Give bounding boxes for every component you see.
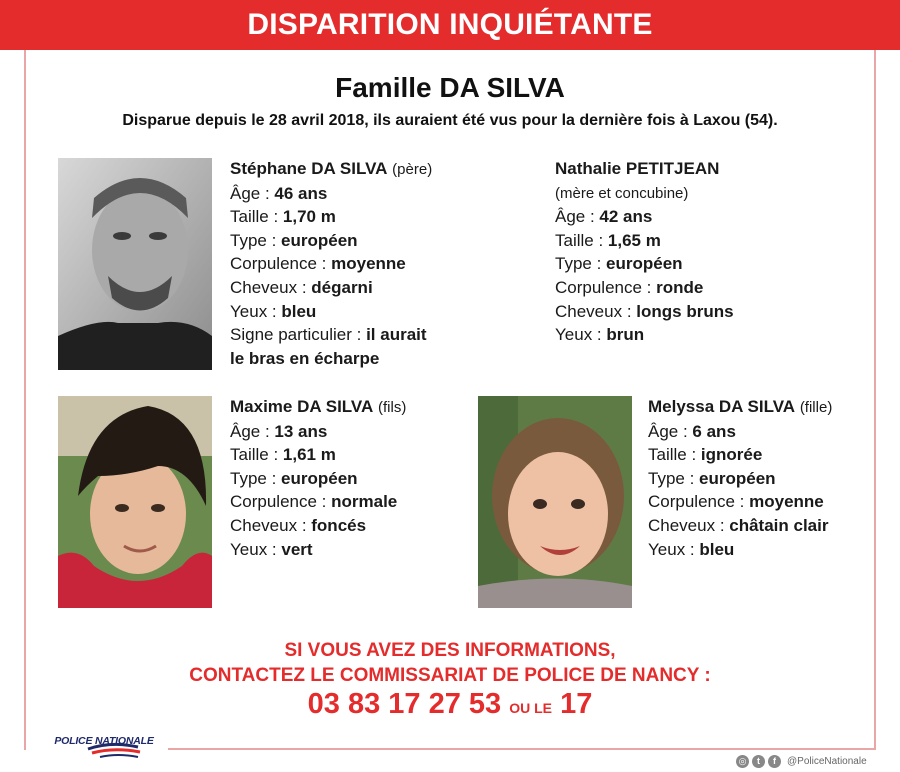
photo-stephane — [58, 158, 212, 370]
person-relation: (mère et concubine) — [555, 184, 689, 202]
height-value: ignorée — [700, 445, 763, 465]
eyes-value: bleu — [281, 301, 317, 321]
eyes-label: Yeux : — [230, 539, 282, 559]
age-value: 6 ans — [692, 421, 736, 441]
height-label: Taille : — [555, 230, 608, 250]
hair-label: Cheveux : — [230, 515, 312, 535]
contact-phone — [0, 688, 900, 721]
contact-line-1: SI VOUS AVEZ DES INFORMATIONS, — [284, 640, 616, 661]
hair-value: foncés — [311, 515, 367, 535]
police-nationale-logo — [42, 727, 166, 765]
logo-text: POLICE NATIONALE — [54, 735, 154, 747]
hair-label: Cheveux : — [230, 277, 312, 297]
info-maxime — [230, 395, 406, 561]
person-name: Melyssa DA SILVA — [648, 397, 796, 416]
height-value: 1,61 m — [282, 445, 336, 465]
eyes-value: bleu — [699, 539, 735, 559]
build-value: moyenne — [331, 254, 406, 274]
page-title: Famille DA SILVA — [335, 72, 565, 103]
hair-label: Cheveux : — [648, 515, 730, 535]
person-relation: (père) — [392, 161, 433, 178]
build-value: moyenne — [749, 492, 824, 512]
person-relation: (fils) — [378, 399, 407, 416]
age-label: Âge : — [230, 183, 275, 203]
twitter-icon[interactable]: t — [752, 755, 765, 768]
phone-or: OU LE — [509, 700, 553, 716]
eyes-label: Yeux : — [230, 301, 282, 321]
type-value: européen — [281, 230, 358, 250]
person-relation: (fille) — [799, 399, 833, 416]
age-value: 42 ans — [599, 207, 653, 227]
photo-maxime — [58, 396, 212, 608]
eyes-label: Yeux : — [555, 325, 607, 345]
build-label: Corpulence : — [230, 492, 332, 512]
height-label: Taille : — [230, 445, 283, 465]
type-label: Type : — [230, 468, 282, 488]
social-handle[interactable]: @PoliceNationale — [787, 755, 867, 767]
frame-bottom — [168, 748, 876, 750]
contact-line-2: CONTACTEZ LE COMMISSARIAT DE POLICE DE NANCY : — [189, 665, 711, 686]
info-melyssa — [648, 395, 832, 561]
build-label: Corpulence : — [555, 277, 657, 297]
build-value: ronde — [656, 277, 704, 297]
banner-title: DISPARITION INQUIÉTANTE — [247, 8, 653, 41]
age-label: Âge : — [555, 207, 600, 227]
type-value: européen — [606, 254, 683, 274]
person-name: Nathalie PETITJEAN — [555, 159, 720, 178]
height-value: 1,70 m — [282, 207, 336, 227]
eyes-value: brun — [606, 325, 645, 345]
age-value: 46 ans — [274, 183, 328, 203]
height-value: 1,65 m — [607, 230, 661, 250]
social-links — [736, 753, 867, 769]
facebook-icon[interactable]: f — [768, 755, 781, 768]
build-value: normale — [331, 492, 398, 512]
banner — [0, 0, 900, 50]
hair-value: longs bruns — [636, 301, 734, 321]
type-label: Type : — [648, 468, 700, 488]
eyes-label: Yeux : — [648, 539, 700, 559]
age-value: 13 ans — [274, 421, 328, 441]
hair-value: dégarni — [311, 277, 373, 297]
build-label: Corpulence : — [648, 492, 750, 512]
instagram-icon[interactable]: ◎ — [736, 755, 749, 768]
info-nathalie — [555, 157, 734, 347]
sign-value-1: il aurait — [366, 325, 427, 345]
sign-value-2: le bras en écharpe — [230, 348, 380, 368]
page-subtitle: Disparue depuis le 28 avril 2018, ils auraient été vus pour la dernière fois à Laxou (54). — [122, 112, 778, 129]
person-name: Maxime DA SILVA — [230, 397, 374, 416]
eyes-value: vert — [281, 539, 313, 559]
height-label: Taille : — [230, 207, 283, 227]
type-value: européen — [699, 468, 776, 488]
info-stephane — [230, 157, 432, 370]
build-label: Corpulence : — [230, 254, 332, 274]
age-label: Âge : — [648, 421, 693, 441]
person-name: Stéphane DA SILVA — [230, 159, 388, 178]
phone-number[interactable]: 03 83 17 27 53 — [307, 688, 502, 720]
hair-label: Cheveux : — [555, 301, 637, 321]
hair-value: châtain clair — [729, 515, 829, 535]
type-label: Type : — [230, 230, 282, 250]
phone-alt[interactable]: 17 — [560, 688, 593, 720]
sign-label: Signe particulier : — [230, 325, 367, 345]
type-label: Type : — [555, 254, 607, 274]
height-label: Taille : — [648, 445, 701, 465]
photo-melyssa — [478, 396, 632, 608]
age-label: Âge : — [230, 421, 275, 441]
type-value: européen — [281, 468, 358, 488]
